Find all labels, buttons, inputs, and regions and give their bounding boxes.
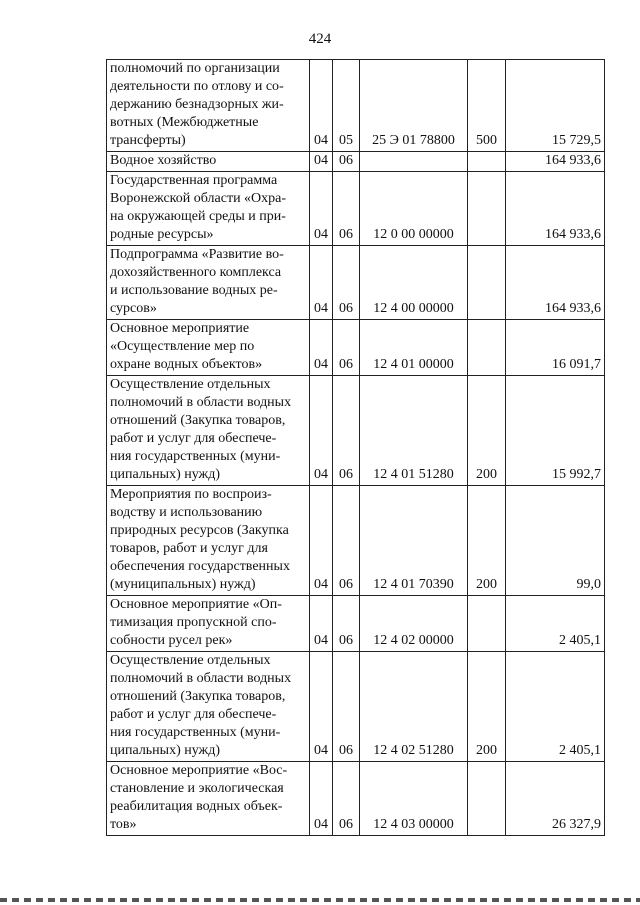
table-row [107,60,605,152]
table-row [107,376,605,486]
row-section-code: 04 [310,652,333,762]
budget-table [106,59,605,836]
row-amount: 15 729,5 [506,60,605,152]
table-row [107,152,605,172]
row-expense-type [468,246,506,320]
row-description: Государственная программа Воронежской области «Охра- на окружающей среды и при- родные ресурсы» [107,172,310,246]
row-subsection-code: 06 [333,762,360,836]
row-expense-type [468,172,506,246]
row-amount: 164 933,6 [506,246,605,320]
row-subsection-code: 06 [333,652,360,762]
row-amount: 26 327,9 [506,762,605,836]
row-section-code: 04 [310,762,333,836]
row-expense-type: 200 [468,652,506,762]
row-target-article: 12 4 03 00000 [360,762,468,836]
row-target-article: 12 4 01 51280 [360,376,468,486]
row-description: Осуществление отдельных полномочий в области водных отношений (Закупка товаров, работ и услуг для обеспече- ния государственных (муни- ципальных) нужд) [107,652,310,762]
page-bottom-edge [0,898,640,902]
row-amount: 2 405,1 [506,652,605,762]
row-target-article: 12 4 01 00000 [360,320,468,376]
page-number: 424 [308,31,332,47]
row-description: Осуществление отдельных полномочий в области водных отношений (Закупка товаров, работ и услуг для обеспече- ния государственных (муни- ципальных) нужд) [107,376,310,486]
row-amount: 16 091,7 [506,320,605,376]
row-section-code: 04 [310,152,333,172]
row-expense-type [468,320,506,376]
row-subsection-code: 06 [333,320,360,376]
row-subsection-code: 06 [333,376,360,486]
row-section-code: 04 [310,246,333,320]
row-description: Водное хозяйство [107,152,310,172]
row-expense-type: 200 [468,376,506,486]
row-section-code: 04 [310,486,333,596]
table-row [107,246,605,320]
row-expense-type [468,152,506,172]
row-amount: 99,0 [506,486,605,596]
table-row [107,596,605,652]
row-target-article: 12 4 01 70390 [360,486,468,596]
table-row [107,320,605,376]
row-section-code: 04 [310,320,333,376]
row-target-article: 12 4 00 00000 [360,246,468,320]
table-row [107,486,605,596]
row-subsection-code: 06 [333,246,360,320]
row-description: Основное мероприятие «Осуществление мер по охране водных объектов» [107,320,310,376]
row-section-code: 04 [310,60,333,152]
row-description: Основное мероприятие «Вос- становление и экологическая реабилитация водных объек- тов» [107,762,310,836]
row-subsection-code: 06 [333,596,360,652]
row-section-code: 04 [310,376,333,486]
row-section-code: 04 [310,172,333,246]
budget-table-body [107,60,605,836]
table-row [107,172,605,246]
row-description: Мероприятия по воспроиз- водству и использованию природных ресурсов (Закупка товаров, работ и услуг для обеспечения государственных (муниципальных) нужд) [107,486,310,596]
row-subsection-code: 06 [333,152,360,172]
row-section-code: 04 [310,596,333,652]
row-target-article: 12 4 02 00000 [360,596,468,652]
row-target-article [360,152,468,172]
row-amount: 164 933,6 [506,152,605,172]
row-description: полномочий по организации деятельности по отлову и со- держанию безнадзорных жи- вотных (Межбюджетные трансферты) [107,60,310,152]
row-description: Подпрограмма «Развитие во- дохозяйственного комплекса и использование водных ре- сурсов» [107,246,310,320]
row-subsection-code: 05 [333,60,360,152]
row-subsection-code: 06 [333,486,360,596]
row-subsection-code: 06 [333,172,360,246]
row-target-article: 12 0 00 00000 [360,172,468,246]
row-amount: 15 992,7 [506,376,605,486]
table-row [107,652,605,762]
row-description: Основное мероприятие «Оп- тимизация пропускной спо- собности русел рек» [107,596,310,652]
row-amount: 164 933,6 [506,172,605,246]
row-expense-type: 500 [468,60,506,152]
row-expense-type [468,596,506,652]
row-amount: 2 405,1 [506,596,605,652]
row-target-article: 12 4 02 51280 [360,652,468,762]
table-row [107,762,605,836]
row-target-article: 25 Э 01 78800 [360,60,468,152]
row-expense-type: 200 [468,486,506,596]
row-expense-type [468,762,506,836]
